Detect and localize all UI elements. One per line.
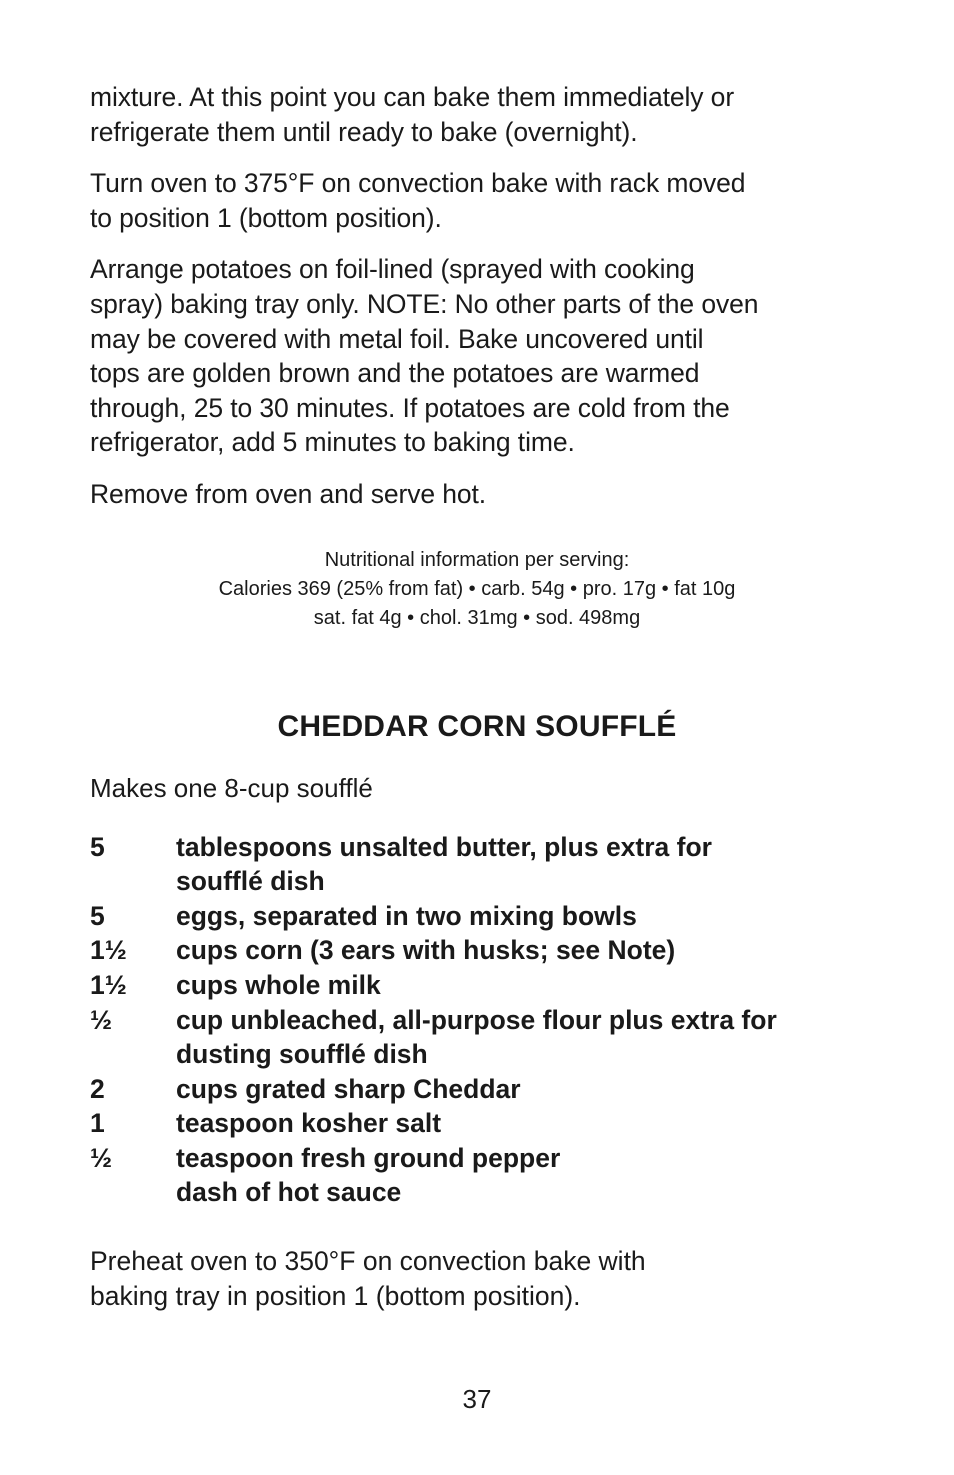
page-content bbox=[90, 80, 870, 1341]
recipe-yield: Makes one 8-cup soufflé bbox=[90, 772, 373, 803]
text-line: refrigerate them until ready to bake (overnight). bbox=[90, 116, 638, 147]
text-line: mixture. At this point you can bake them immediately or bbox=[90, 82, 735, 112]
ingredient-item bbox=[90, 968, 870, 1003]
ingredient-item bbox=[90, 1106, 870, 1141]
ingredient-item bbox=[90, 1072, 870, 1107]
ingredient-text bbox=[176, 1003, 777, 1072]
recipe-title: CHEDDAR CORN SOUFFLÉ bbox=[277, 709, 677, 743]
text-line: refrigerator, add 5 minutes to baking time. bbox=[90, 427, 575, 458]
paragraph-preheat bbox=[90, 1244, 870, 1314]
ingredient-item bbox=[90, 1175, 870, 1210]
text-line: tops are golden brown and the potatoes are warmed bbox=[90, 358, 700, 389]
ingredient-quantity: ½ bbox=[90, 1004, 113, 1035]
ingredient-line: dash of hot sauce bbox=[176, 1177, 402, 1208]
ingredient-item bbox=[90, 1141, 870, 1176]
ingredient-line: teaspoon kosher salt bbox=[176, 1108, 442, 1139]
ingredient-line: eggs, separated in two mixing bowls bbox=[176, 900, 637, 931]
nutrition-info bbox=[90, 546, 864, 633]
ingredient-item bbox=[90, 1003, 870, 1072]
ingredient-quantity: 5 bbox=[90, 831, 105, 862]
page-number: 37 bbox=[462, 1384, 492, 1414]
ingredient-quantity: 1½ bbox=[90, 935, 127, 966]
ingredient-line: cups whole milk bbox=[176, 969, 381, 1000]
ingredient-quantity: ½ bbox=[90, 1142, 113, 1173]
ingredient-quantity: 2 bbox=[90, 1073, 105, 1104]
text-line: may be covered with metal foil. Bake uncovered until bbox=[90, 323, 704, 354]
ingredient-text bbox=[176, 830, 712, 899]
ingredient-quantity: 1½ bbox=[90, 969, 127, 1000]
nutrition-line: sat. fat 4g • chol. 31mg • sod. 498mg bbox=[313, 606, 641, 629]
text-line: through, 25 to 30 minutes. If potatoes are cold from the bbox=[90, 392, 730, 423]
nutrition-heading: Nutritional information per serving: bbox=[324, 548, 630, 571]
ingredient-line: cups grated sharp Cheddar bbox=[176, 1073, 521, 1104]
ingredient-quantity: 1 bbox=[90, 1108, 105, 1139]
text-line: spray) baking tray only. NOTE: No other parts of the oven bbox=[90, 288, 759, 319]
paragraph-bake-prep bbox=[90, 80, 870, 149]
ingredient-item bbox=[90, 933, 870, 968]
ingredient-line: cup unbleached, all-purpose flour plus extra for bbox=[176, 1004, 777, 1035]
ingredient-text bbox=[176, 1106, 441, 1141]
text-line: Turn oven to 375°F on convection bake with rack moved bbox=[90, 168, 746, 199]
paragraph-arrange-potatoes bbox=[90, 252, 870, 460]
ingredient-line: dusting soufflé dish bbox=[176, 1039, 428, 1070]
ingredient-item bbox=[90, 899, 870, 934]
text-line: Remove from oven and serve hot. bbox=[90, 478, 487, 509]
ingredient-text bbox=[176, 1141, 560, 1176]
text-line: Preheat oven to 350°F on convection bake with bbox=[90, 1246, 646, 1277]
ingredient-line: soufflé dish bbox=[176, 866, 325, 897]
ingredient-text bbox=[176, 968, 381, 1003]
ingredient-line: cups corn (3 ears with husks; see Note) bbox=[176, 935, 676, 966]
ingredient-text bbox=[176, 1072, 521, 1107]
text-line: baking tray in position 1 (bottom position). bbox=[90, 1281, 581, 1312]
ingredient-text bbox=[176, 1175, 401, 1210]
text-line: Arrange potatoes on foil-lined (sprayed with cooking bbox=[90, 254, 695, 285]
text-line: to position 1 (bottom position). bbox=[90, 202, 442, 233]
paragraph-serve bbox=[90, 477, 870, 512]
ingredient-text bbox=[176, 933, 675, 968]
ingredient-list bbox=[90, 830, 870, 1211]
ingredient-item bbox=[90, 830, 870, 899]
paragraph-oven-setting bbox=[90, 166, 870, 235]
ingredient-quantity: 5 bbox=[90, 900, 105, 931]
nutrition-line: Calories 369 (25% from fat) • carb. 54g • pro. 17g • fat 10g bbox=[218, 577, 736, 600]
ingredient-line: teaspoon fresh ground pepper bbox=[176, 1142, 561, 1173]
ingredient-line: tablespoons unsalted butter, plus extra for bbox=[176, 831, 712, 862]
ingredient-text bbox=[176, 899, 637, 934]
